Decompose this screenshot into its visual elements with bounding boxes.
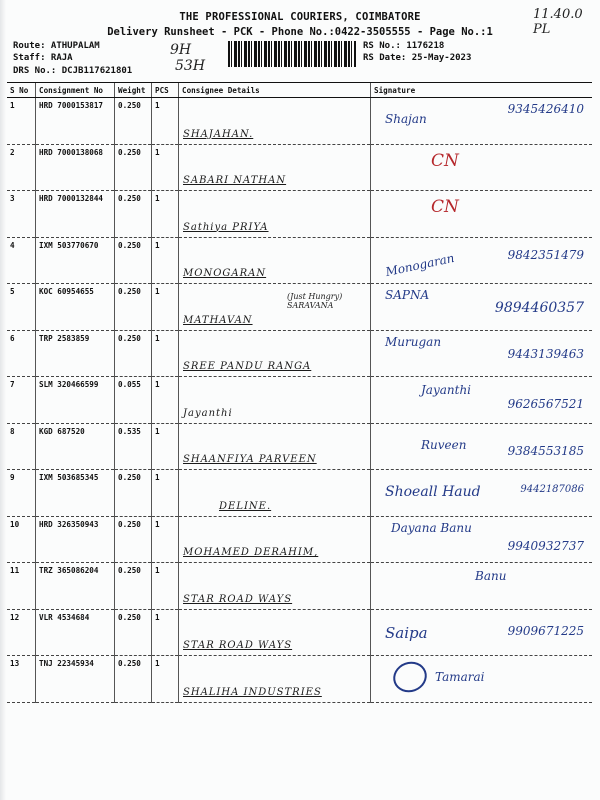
row-consignment: IXM 503770670 bbox=[36, 237, 115, 284]
runsheet-table bbox=[7, 82, 592, 703]
table-row bbox=[7, 423, 592, 470]
row-signature[interactable] bbox=[371, 423, 593, 470]
scan-edge bbox=[0, 0, 6, 800]
signature-phone: 9842351479 bbox=[507, 247, 584, 262]
consignee-name: Sathiya PRIYA bbox=[183, 221, 269, 233]
table-row bbox=[7, 98, 592, 145]
row-consignee bbox=[179, 144, 371, 191]
consignee-name: MATHAVAN bbox=[183, 314, 253, 326]
row-consignee bbox=[179, 191, 371, 238]
row-pcs: 1 bbox=[152, 191, 179, 238]
signature-phone: 9894460357 bbox=[494, 300, 584, 316]
col-weight: Weight bbox=[115, 83, 152, 98]
col-consignee: Consignee Details bbox=[179, 83, 371, 98]
consignee-name: MONOGARAN bbox=[183, 268, 267, 279]
row-signature[interactable] bbox=[371, 563, 593, 610]
row-weight: 0.535 bbox=[115, 423, 152, 470]
handwritten-time: 11.40.0 PL bbox=[533, 7, 583, 37]
runsheet-subtitle: Delivery Runsheet - PCK - Phone No.:0422-3505555 - Page No.:1 bbox=[107, 26, 493, 38]
row-pcs: 1 bbox=[152, 609, 179, 656]
row-consignee bbox=[179, 563, 371, 610]
consignee-name: SHAANFIYA PARVEEN bbox=[183, 454, 317, 465]
signature-text: Shoeall Haud bbox=[385, 484, 481, 500]
row-weight: 0.250 bbox=[115, 563, 152, 610]
table-row bbox=[7, 377, 592, 424]
row-signature[interactable] bbox=[371, 470, 593, 517]
table-row bbox=[7, 284, 592, 331]
consignee-name: SHAJAHAN. bbox=[183, 128, 254, 140]
row-signature[interactable] bbox=[371, 656, 593, 703]
row-sno: 4 bbox=[7, 237, 36, 284]
consignee-name: SHALIHA INDUSTRIES bbox=[183, 686, 322, 698]
row-consignment: TNJ 22345934 bbox=[36, 656, 115, 703]
row-pcs: 1 bbox=[152, 656, 179, 703]
signature-text: Banu bbox=[475, 569, 507, 583]
signature-phone: 9443139463 bbox=[507, 346, 584, 361]
signature-text: Tamarai bbox=[435, 670, 485, 684]
row-consignment: HRD 7000153817 bbox=[36, 98, 115, 145]
signature-text: Ruveen bbox=[421, 437, 467, 452]
row-consignment: SLM 320466599 bbox=[36, 377, 115, 424]
consignee-name: MOHAMED DERAHIM, bbox=[183, 547, 319, 558]
staff-label: Staff: RAJA bbox=[13, 53, 73, 63]
row-weight: 0.250 bbox=[115, 330, 152, 377]
rs-date: RS Date: 25-May-2023 bbox=[363, 53, 472, 63]
table-row bbox=[7, 609, 592, 656]
row-consignee bbox=[179, 377, 371, 424]
signature-text: Shajan bbox=[385, 112, 427, 126]
row-signature[interactable] bbox=[371, 330, 593, 377]
row-signature[interactable] bbox=[371, 609, 593, 656]
row-consignment: VLR 4534684 bbox=[36, 609, 115, 656]
row-consignee bbox=[179, 237, 371, 284]
signature-phone: 9909671225 bbox=[507, 623, 584, 638]
signature-phone: 9442187086 bbox=[520, 484, 584, 495]
barcode bbox=[228, 41, 356, 67]
row-pcs: 1 bbox=[152, 516, 179, 563]
row-pcs: 1 bbox=[152, 98, 179, 145]
row-sno: 13 bbox=[7, 656, 36, 703]
signature-text: CN bbox=[431, 197, 459, 217]
signature-phone: 9626567521 bbox=[507, 397, 584, 411]
row-consignee bbox=[179, 609, 371, 656]
col-sno: S No bbox=[7, 83, 36, 98]
row-pcs: 1 bbox=[152, 423, 179, 470]
row-signature[interactable] bbox=[371, 516, 593, 563]
signature-text: Monogaran bbox=[384, 250, 456, 279]
row-weight: 0.250 bbox=[115, 284, 152, 331]
row-weight: 0.250 bbox=[115, 656, 152, 703]
table-row bbox=[7, 563, 592, 610]
row-consignee bbox=[179, 470, 371, 517]
signature-phone: 9384553185 bbox=[507, 443, 584, 458]
signature-scribble bbox=[389, 657, 431, 697]
route-label: Route: ATHUPALAM bbox=[13, 41, 100, 51]
row-consignee bbox=[179, 423, 371, 470]
row-pcs: 1 bbox=[152, 470, 179, 517]
row-consignee bbox=[179, 284, 371, 331]
row-sno: 1 bbox=[7, 98, 36, 145]
row-consignment: HRD 7000132844 bbox=[36, 191, 115, 238]
row-sno: 3 bbox=[7, 191, 36, 238]
row-weight: 0.250 bbox=[115, 237, 152, 284]
table-row bbox=[7, 237, 592, 284]
row-weight: 0.250 bbox=[115, 98, 152, 145]
signature-phone: 9940932737 bbox=[507, 538, 584, 553]
row-consignee bbox=[179, 516, 371, 563]
row-weight: 0.250 bbox=[115, 609, 152, 656]
row-signature[interactable] bbox=[371, 98, 593, 145]
col-signature: Signature bbox=[371, 83, 593, 98]
row-signature[interactable] bbox=[371, 284, 593, 331]
col-consignment: Consignment No bbox=[36, 83, 115, 98]
row-consignment: HRD 7000138068 bbox=[36, 144, 115, 191]
row-signature[interactable] bbox=[371, 144, 593, 191]
table-header-row bbox=[7, 83, 592, 98]
consignee-extra-note: (Just Hungry) SARAVANA bbox=[287, 292, 343, 310]
rs-number: RS No.: 1176218 bbox=[363, 41, 445, 51]
row-sno: 7 bbox=[7, 377, 36, 424]
row-sno: 5 bbox=[7, 284, 36, 331]
row-sno: 11 bbox=[7, 563, 36, 610]
row-sno: 8 bbox=[7, 423, 36, 470]
signature-text: Dayana Banu bbox=[391, 520, 472, 535]
handwritten-note-53h: 53H bbox=[175, 58, 206, 74]
row-pcs: 1 bbox=[152, 237, 179, 284]
row-sno: 9 bbox=[7, 470, 36, 517]
row-pcs: 1 bbox=[152, 284, 179, 331]
signature-text: Saipa bbox=[385, 623, 428, 642]
table-row bbox=[7, 330, 592, 377]
row-consignment: TRP 2583859 bbox=[36, 330, 115, 377]
row-weight: 0.250 bbox=[115, 516, 152, 563]
table-row bbox=[7, 516, 592, 563]
row-consignee bbox=[179, 330, 371, 377]
signature-text: Murugan bbox=[385, 334, 442, 349]
signature-phone: 9345426410 bbox=[507, 102, 584, 116]
row-consignment: TRZ 365086204 bbox=[36, 563, 115, 610]
row-signature[interactable] bbox=[371, 377, 593, 424]
table-row bbox=[7, 656, 592, 703]
consignee-name: SABARI NATHAN bbox=[183, 175, 287, 186]
signature-text: Jayanthi bbox=[421, 383, 472, 397]
row-weight: 0.250 bbox=[115, 470, 152, 517]
row-sno: 10 bbox=[7, 516, 36, 563]
row-sno: 6 bbox=[7, 330, 36, 377]
row-weight: 0.250 bbox=[115, 191, 152, 238]
row-pcs: 1 bbox=[152, 563, 179, 610]
row-weight: 0.250 bbox=[115, 144, 152, 191]
table-row bbox=[7, 144, 592, 191]
row-pcs: 1 bbox=[152, 377, 179, 424]
row-consignment: IXM 503685345 bbox=[36, 470, 115, 517]
row-signature[interactable] bbox=[371, 237, 593, 284]
row-consignee bbox=[179, 656, 371, 703]
consignee-name: SREE PANDU RANGA bbox=[183, 361, 312, 372]
table-row bbox=[7, 470, 592, 517]
consignee-name: STAR ROAD WAYS bbox=[183, 640, 293, 651]
row-sno: 12 bbox=[7, 609, 36, 656]
consignee-name: Jayanthi bbox=[183, 407, 233, 419]
row-consignment: KOC 60954655 bbox=[36, 284, 115, 331]
row-consignee bbox=[179, 98, 371, 145]
table-row bbox=[7, 191, 592, 238]
row-consignment: KGD 687520 bbox=[36, 423, 115, 470]
signature-text: CN bbox=[431, 150, 459, 171]
handwritten-note-9h: 9H bbox=[170, 42, 192, 58]
row-pcs: 1 bbox=[152, 330, 179, 377]
row-sno: 2 bbox=[7, 144, 36, 191]
row-signature[interactable] bbox=[371, 191, 593, 238]
row-pcs: 1 bbox=[152, 144, 179, 191]
col-pcs: PCS bbox=[152, 83, 179, 98]
consignee-name: DELINE. bbox=[219, 500, 272, 512]
consignee-name: STAR ROAD WAYS bbox=[183, 593, 293, 605]
drs-number: DRS No.: DCJB117621801 bbox=[13, 66, 133, 76]
row-weight: 0.055 bbox=[115, 377, 152, 424]
row-consignment: HRD 326350943 bbox=[36, 516, 115, 563]
signature-text: SAPNA bbox=[385, 288, 430, 302]
company-name: THE PROFESSIONAL COURIERS, COIMBATORE bbox=[179, 11, 421, 23]
